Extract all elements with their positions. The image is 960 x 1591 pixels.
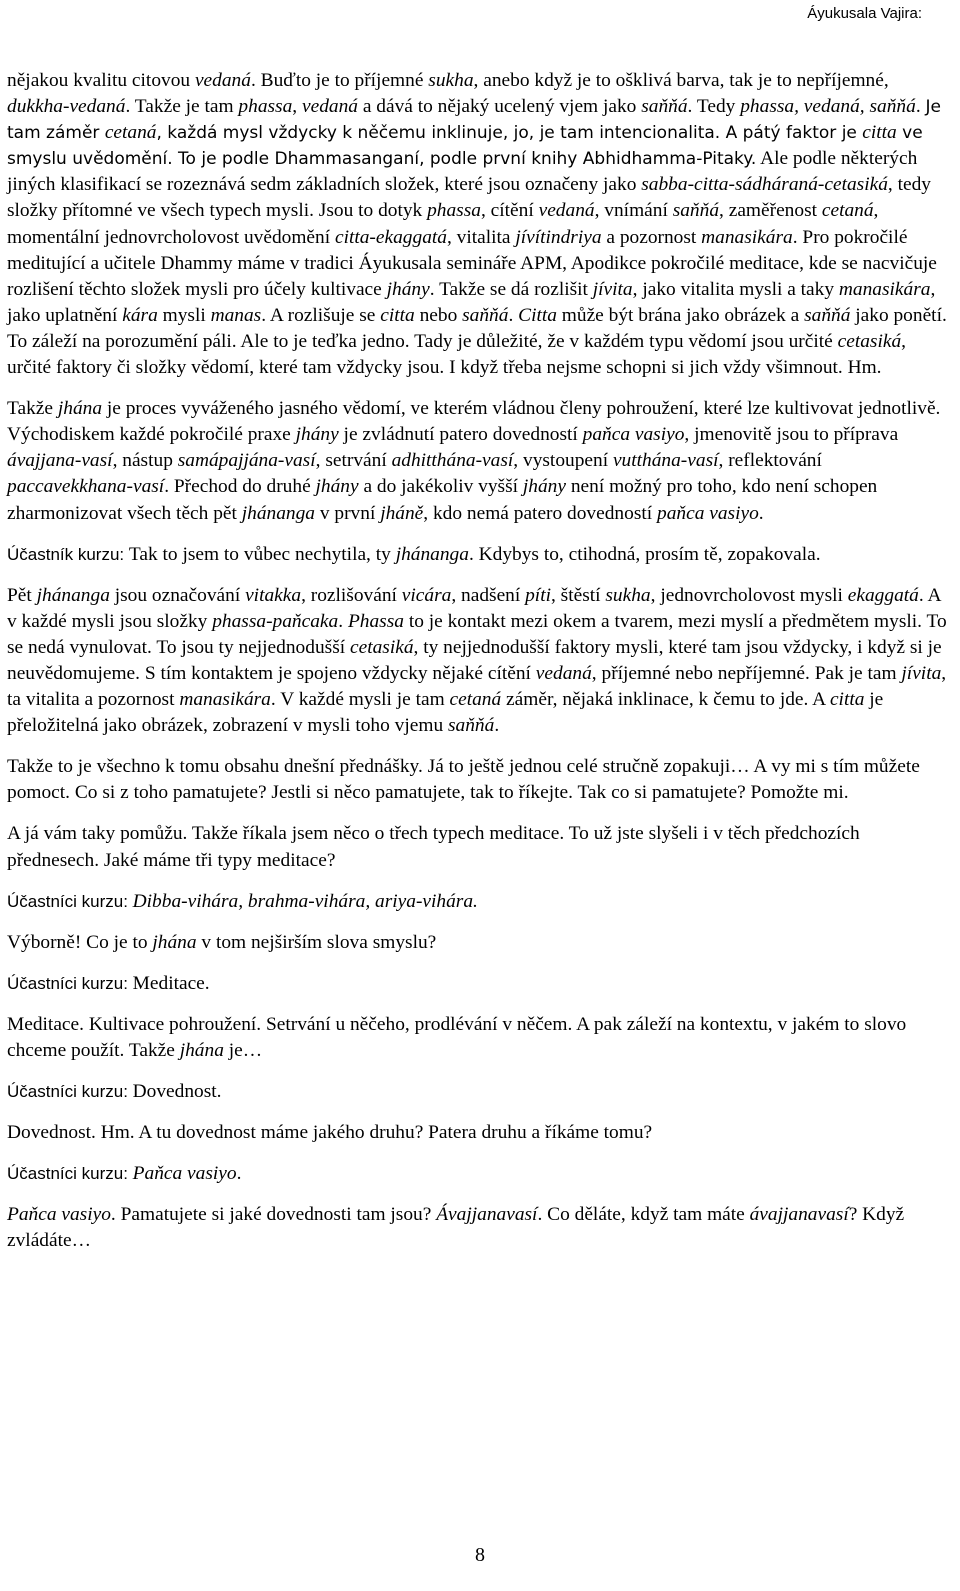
speaker-label: Účastníci kurzu: xyxy=(7,1164,133,1184)
text-run: . A v každé mysli jsou složky xyxy=(7,584,941,632)
pali-term: phassa-paňcaka xyxy=(212,610,339,632)
text-run: , jednovrcholovost mysli xyxy=(650,584,848,606)
pali-term: cetasiká xyxy=(837,330,902,352)
pali-term: Paňca vasiyo xyxy=(132,1163,237,1185)
text-run: jsou označování xyxy=(109,584,246,606)
text-run: není možný pro toho, kdo není schopen zharmonizovat všech těch pět xyxy=(7,476,878,524)
text-run: . Pamatujete si jaké dovednosti tam jsou? xyxy=(110,1204,437,1226)
text-run: . xyxy=(508,304,519,326)
pali-term: manasikára xyxy=(701,226,793,248)
text-run: a dává to nějaký ucelený vjem jako xyxy=(358,96,642,118)
pali-term: Dibba-vihára, brahma-vihára, ariya-vihára. xyxy=(132,890,478,912)
pali-term: saňňá xyxy=(462,304,509,326)
text-run: , ty nejjednodušší faktory mysli, které tam jsou vždycky, i když si je neuvědomujeme. S tím kontaktem je spojeno vždycky nějaké cítění xyxy=(7,636,942,684)
text-run: to je kontakt mezi okem a tvarem, mezi myslí a předmětem mysli. To se nedá vynulovat. To jsou ty nejjednodušší xyxy=(7,610,947,658)
text-run: jako ponětí. To záleží na porozumění páli. Ale to je teďka jedno. Tady je důležité, že v každém typu vědomí jsou určité xyxy=(7,304,947,352)
text-run: a do jakékoliv vyšší xyxy=(358,476,523,498)
pali-term: Paňca vasiyo xyxy=(7,1204,111,1226)
text-run: , cítění xyxy=(480,200,539,222)
pali-term: jívita xyxy=(592,278,633,300)
pali-term: vutthána-vasí xyxy=(612,450,719,472)
pali-term: Ávajjanavasí xyxy=(436,1204,538,1226)
pali-term: jhána xyxy=(179,1040,224,1061)
paragraph xyxy=(7,68,947,381)
text-run: , xyxy=(292,96,302,118)
paragraph xyxy=(7,754,947,806)
text-run: . xyxy=(494,715,500,737)
pali-term: saňňá xyxy=(672,200,720,222)
pali-term: jhány xyxy=(295,424,339,446)
pali-term: ávajjanavasí xyxy=(749,1204,849,1226)
pali-term: píti xyxy=(525,584,551,606)
pali-term: adhitthána-vasí xyxy=(391,450,514,472)
text-run: . xyxy=(236,1163,242,1185)
text-run: v tom nejširším slova smyslu? xyxy=(196,931,437,953)
text-run: , nadšení xyxy=(451,584,526,606)
speaker-label: Účastníci kurzu: xyxy=(7,891,133,911)
paragraph xyxy=(7,1120,947,1146)
page-header-speaker: Áyukusala Vajira: xyxy=(807,5,922,22)
pali-term: jhánanga xyxy=(395,543,469,565)
text-run: ve smyslu uvědomění. To je podle Dhammasanganí, podle první knihy Abhidhamma-Pitaky. xyxy=(7,123,923,170)
pali-term: Phassa xyxy=(347,610,404,632)
text-run: je přeložitelná jako obrázek, zobrazení v mysli toho vjemu xyxy=(7,689,884,737)
pali-term: vedaná xyxy=(194,70,251,91)
paragraph xyxy=(7,1202,947,1254)
page-number: 8 xyxy=(475,1544,485,1566)
text-run: Výborně! Co je to xyxy=(7,931,153,953)
text-run: , rozlišování xyxy=(301,584,402,606)
text-run: , reflektování xyxy=(718,450,822,472)
text-run: . Buďto je to příjemné xyxy=(250,70,429,91)
paragraph xyxy=(7,1012,947,1064)
text-run: Ale podle některých jiných klasifikací se rozeznává sedm základních složek, které jsou označeny jako xyxy=(7,148,918,196)
text-run: . xyxy=(915,96,926,118)
paragraph xyxy=(7,583,947,740)
pali-term: manasikára xyxy=(179,689,271,711)
text-run: Dovednost. xyxy=(132,1081,222,1103)
text-run: ? Když zvládáte… xyxy=(7,1204,905,1252)
pali-term: jháně xyxy=(380,502,424,524)
speaker-label: Účastníci kurzu: xyxy=(7,1082,133,1102)
pali-term: cetaná xyxy=(821,200,874,222)
text-run: , vitalita xyxy=(446,226,516,248)
pali-term: jívítindriya xyxy=(515,226,602,248)
text-run: , jako uplatnění xyxy=(7,278,936,326)
text-run: Tak to jsem to vůbec nechytila, ty xyxy=(128,543,396,565)
text-run: , anebo když je to ošklivá barva, tak je to nepříjemné, xyxy=(473,70,889,91)
text-run: nějakou kvalitu citovou xyxy=(7,70,195,91)
text-run: , momentální jednovrcholovost uvědomění xyxy=(7,200,879,248)
pali-term: cetaná xyxy=(449,689,502,711)
text-run: . A rozlišuje se xyxy=(261,304,381,326)
pali-term: paccavekkhana-vasí xyxy=(7,476,165,498)
pali-term: sabba-citta-sádháraná-cetasiká xyxy=(641,174,888,196)
text-run: , každá mysl vždycky k něčemu inklinuje, jo, je tam intencionalita. A pátý faktor je xyxy=(156,123,863,144)
text-run: , setrvání xyxy=(315,450,392,472)
text-run: nebo xyxy=(414,304,463,326)
text-run: , zaměřenost xyxy=(719,200,822,222)
pali-term: citta xyxy=(380,304,415,326)
pali-term: vedaná xyxy=(538,200,595,222)
pali-term: phassa, vedaná, saňňá xyxy=(740,96,916,118)
pali-term: sukha xyxy=(605,584,651,606)
text-run: , kdo nemá patero dovedností xyxy=(423,502,657,524)
speaker-paragraph xyxy=(7,971,947,997)
pali-term: cetaná xyxy=(104,122,157,144)
text-run: je zvládnutí patero dovedností xyxy=(338,424,583,446)
text-run: v první xyxy=(315,502,381,524)
text-run: . Co děláte, když tam máte xyxy=(537,1204,750,1226)
text-run: Takže to je všechno k tomu obsahu dnešní přednášky. Já to ještě jednou celé stručně zopakuji… A vy mi s tím můžete pomoct. Co si z toho pamatujete? Jestli si něco pamatujete, tak to říkejte. Tak co si pamatujete? Pomožte mi. xyxy=(7,756,920,804)
text-run: . Takže se dá rozlišit xyxy=(429,278,593,300)
pali-term: jhány xyxy=(386,278,430,300)
pali-term: phassa xyxy=(427,200,481,222)
pali-term: manasikára xyxy=(838,278,931,300)
pali-term: paňca vasiyo xyxy=(657,502,759,524)
text-run: Pět xyxy=(7,584,37,606)
pali-term: kára xyxy=(122,304,158,326)
text-run: Je tam záměr xyxy=(7,97,942,144)
text-run: , ta vitalita a pozornost xyxy=(7,662,947,711)
text-run: , jako vitalita mysli a taky xyxy=(632,278,839,300)
text-run: Dovednost. Hm. A tu dovednost máme jakého druhu? Patera druhu a říkáme tomu? xyxy=(7,1122,653,1144)
text-run: a pozornost xyxy=(601,226,702,248)
speaker-paragraph xyxy=(7,1161,947,1187)
pali-term: sukha xyxy=(428,70,474,91)
text-run: je… xyxy=(223,1040,263,1061)
pali-term: manas xyxy=(210,304,262,326)
text-run: . Přechod do druhé xyxy=(164,476,316,498)
text-run: , tedy složky přítomné ve všech typech mysli. Jsou to dotyk xyxy=(7,174,931,222)
speaker-label: Účastník kurzu: xyxy=(7,544,129,564)
text-run: . V každé mysli je tam xyxy=(270,689,450,711)
pali-term: jhány xyxy=(522,476,566,498)
speaker-paragraph xyxy=(7,889,947,915)
text-run: . Kdybys to, ctihodná, prosím tě, zopakovala. xyxy=(468,543,821,565)
pali-term: dukkha-vedaná xyxy=(7,96,126,118)
text-run: . xyxy=(758,502,764,524)
text-run: . Tedy xyxy=(687,96,741,118)
pali-term: jhána xyxy=(152,931,197,953)
pali-term: saňňá xyxy=(804,304,851,326)
text-run: , určité faktory či složky vědomí, které tam vždycky jsou. I když třeba nejsme schopni si jich vždy všimnout. Hm. xyxy=(7,330,906,379)
text-run: . Pro pokročilé meditující a učitele Dhammy máme v tradici Áyukusala semináře APM, Apodikce pokročilé meditace, kde se nacvičuje rozlišení těchto složek mysli pro účely kultivace xyxy=(7,226,937,300)
pali-term: vedaná xyxy=(535,662,592,684)
text-run: , štěstí xyxy=(550,584,606,606)
text-run: . xyxy=(338,610,348,632)
pali-term: vitakka xyxy=(245,584,302,606)
text-run: , jmenovitě jsou to příprava xyxy=(684,424,899,446)
pali-term: jhána xyxy=(57,398,103,420)
transcript-body xyxy=(7,68,947,1270)
pali-term: saňňá xyxy=(448,715,495,737)
paragraph xyxy=(7,930,947,956)
text-run: mysli xyxy=(157,304,211,326)
pali-term: vicára xyxy=(401,584,452,606)
pali-term: jhány xyxy=(315,476,359,498)
paragraph xyxy=(7,821,947,873)
pali-term: ávajjana-vasí xyxy=(7,450,113,472)
pali-term: Citta xyxy=(518,304,557,326)
text-run: může být brána jako obrázek a xyxy=(556,304,805,326)
text-run: , nástup xyxy=(112,450,178,472)
text-run: Meditace. Kultivace pohroužení. Setrvání u něčeho, prodlévání v něčem. A pak záleží na kontextu, v jakém to slovo chceme použít. Takže xyxy=(7,1013,907,1061)
pali-term: vedaná xyxy=(302,96,358,118)
pali-term: paňca vasiyo xyxy=(582,424,685,446)
pali-term: samápajjána-vasí xyxy=(177,450,316,472)
pali-term: citta xyxy=(862,122,897,144)
text-run: , vystoupení xyxy=(513,450,613,472)
pali-term: jhánanga xyxy=(241,502,316,524)
pali-term: ekaggatá xyxy=(847,584,919,606)
text-run: je proces vyváženého jasného vědomí, ve kterém vládnou členy pohroužení, které lze kultivovat jednotlivě. Východiskem každé pokročilé praxe xyxy=(7,398,941,446)
pali-term: citta-ekaggatá xyxy=(334,226,447,248)
speaker-label: Účastníci kurzu: xyxy=(7,973,133,993)
speaker-paragraph xyxy=(7,542,947,568)
pali-term: citta xyxy=(829,689,865,711)
text-run: . Takže je tam xyxy=(125,96,239,118)
text-run: , příjemné nebo nepříjemné. Pak je tam xyxy=(591,662,902,684)
paragraph xyxy=(7,396,947,526)
text-run: Takže xyxy=(7,398,58,420)
speaker-paragraph xyxy=(7,1079,947,1105)
pali-term: jívita xyxy=(901,662,942,684)
text-run: , vnímání xyxy=(594,200,673,222)
pali-term: jhánanga xyxy=(36,584,110,606)
pali-term: cetasiká xyxy=(349,636,414,658)
text-run: Meditace. xyxy=(132,972,210,994)
text-run: záměr, nějaká inklinace, k čemu to jde. A xyxy=(501,689,830,711)
pali-term: phassa xyxy=(238,96,293,118)
text-run: A já vám taky pomůžu. Takže říkala jsem něco o třech typech meditace. To už jste slyšeli i v těch předchozích přednesech. Jaké máme tři typy meditace? xyxy=(7,823,860,871)
pali-term: saňňá xyxy=(641,96,688,118)
